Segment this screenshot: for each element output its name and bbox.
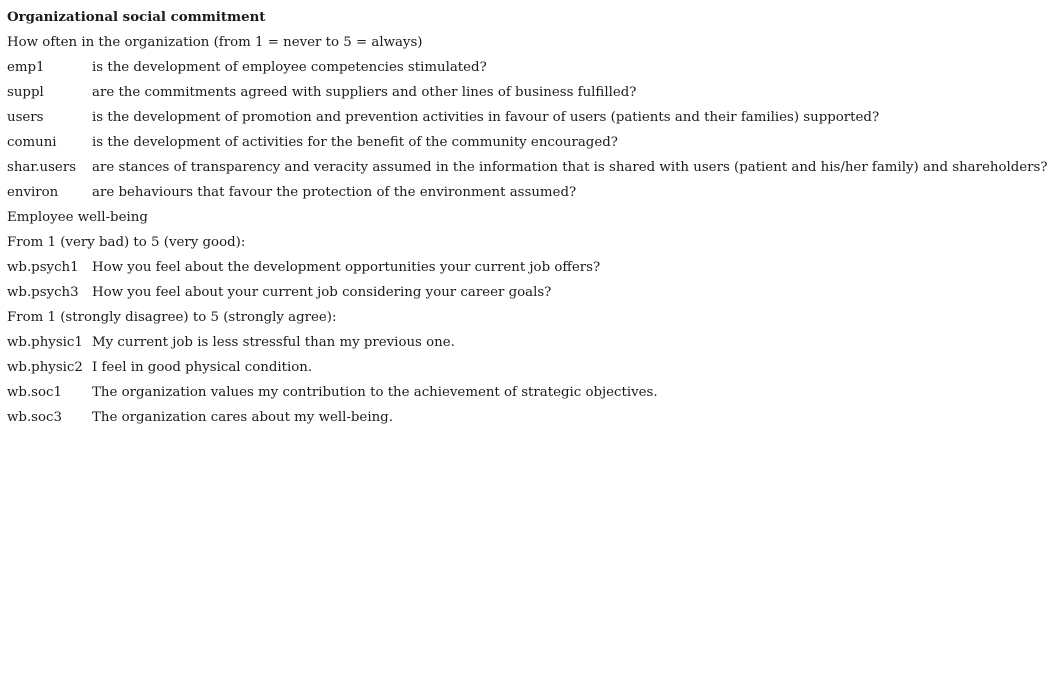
section-instruction-agreement: From 1 (strongly disagree) to 5 (strongly agree): bbox=[7, 310, 337, 325]
item-text: I feel in good physical condition. bbox=[92, 360, 313, 375]
questionnaire-document bbox=[7, 5, 1047, 430]
item-text: are the commitments agreed with suppliers and other lines of business fulfilled? bbox=[92, 85, 637, 100]
section-title-social-commitment: Organizational social commitment bbox=[7, 9, 266, 25]
item-row-environ bbox=[7, 180, 1047, 205]
item-code: wb.psych1 bbox=[7, 260, 79, 275]
item-text: is the development of employee competencies stimulated? bbox=[92, 60, 487, 75]
item-row-wb-psych3 bbox=[7, 280, 1047, 305]
item-code: wb.physic2 bbox=[7, 360, 83, 375]
item-text: is the development of activities for the benefit of the community encouraged? bbox=[92, 135, 618, 150]
item-row-comuni bbox=[7, 130, 1047, 155]
item-row-wb-physic2 bbox=[7, 355, 1047, 380]
item-row-wb-physic1 bbox=[7, 330, 1047, 355]
item-row-wb-psych1 bbox=[7, 255, 1047, 280]
item-code: users bbox=[7, 110, 44, 125]
item-row-suppl bbox=[7, 80, 1047, 105]
item-code: comuni bbox=[7, 135, 57, 150]
item-code: wb.soc1 bbox=[7, 385, 62, 400]
item-code: emp1 bbox=[7, 60, 45, 75]
item-text: are stances of transparency and veracity assumed in the information that is shared with users (patient and his/her family) and shareholders? bbox=[92, 160, 1048, 175]
item-code: wb.soc3 bbox=[7, 410, 62, 425]
item-text: How you feel about the development opportunities your current job offers? bbox=[92, 260, 601, 275]
item-text: How you feel about your current job considering your career goals? bbox=[92, 285, 552, 300]
item-row-wb-soc1 bbox=[7, 380, 1047, 405]
item-code: wb.physic1 bbox=[7, 335, 83, 350]
item-code: environ bbox=[7, 185, 59, 200]
item-text: are behaviours that favour the protection of the environment assumed? bbox=[92, 185, 577, 200]
section-title-well-being: Employee well-being bbox=[7, 210, 148, 225]
section-instruction-frequency: How often in the organization (from 1 = never to 5 = always) bbox=[7, 35, 423, 50]
item-code: shar.users bbox=[7, 160, 77, 175]
item-row-users bbox=[7, 105, 1047, 130]
item-text: My current job is less stressful than my previous one. bbox=[92, 335, 455, 350]
item-text: The organization values my contribution to the achievement of strategic objectives. bbox=[92, 385, 658, 400]
item-row-emp1 bbox=[7, 55, 1047, 80]
item-code: wb.psych3 bbox=[7, 285, 79, 300]
section-instruction-rating: From 1 (very bad) to 5 (very good): bbox=[7, 235, 246, 250]
item-code: suppl bbox=[7, 85, 44, 100]
item-row-wb-soc3 bbox=[7, 405, 1047, 430]
item-text: The organization cares about my well-being. bbox=[92, 410, 393, 425]
item-text: is the development of promotion and prevention activities in favour of users (patients and their families) supported? bbox=[92, 110, 880, 125]
item-row-shar-users bbox=[7, 155, 1047, 180]
